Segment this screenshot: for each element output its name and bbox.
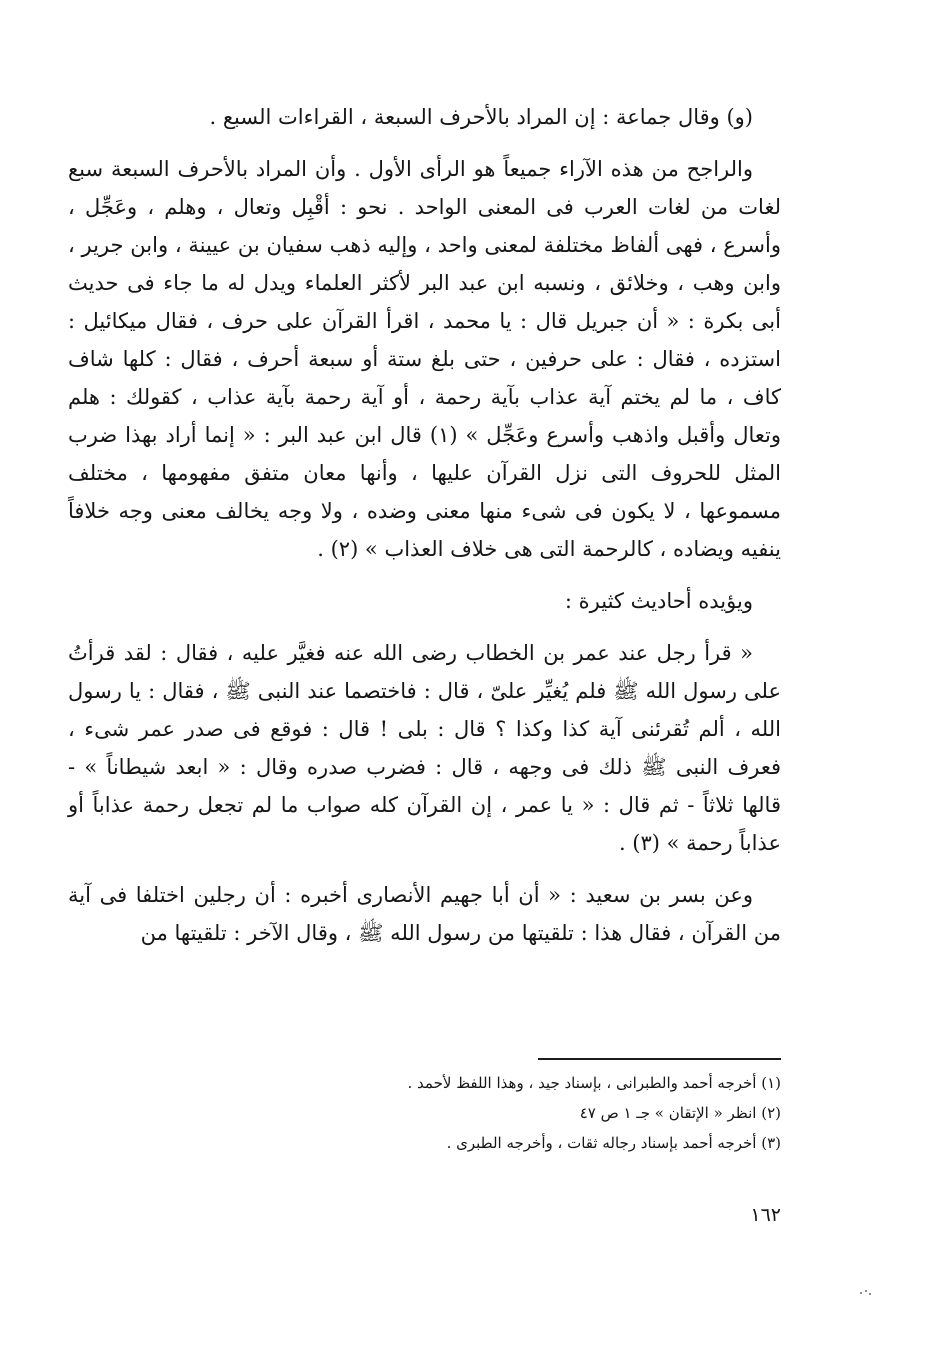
- page-number: ١٦٢: [750, 1204, 781, 1226]
- paragraph-umar-hadith: « قرأ رجل عند عمر بن الخطاب رضى الله عنه فغيَّر عليه ، فقال : لقد قرأتُ على رسول الله ﷺ فلم يُغيِّر علىّ ، قال : فاختصما عند النبى ﷺ ، فقال : يا رسول الله ، ألم تُقرئنى آية كذا وكذا ؟ قال : بلى ! قال : فوقع فى صدر عمر شىء ، فعرف النبى ﷺ ذلك فى وجهه ، قال : فضرب صدره وقال : « ابعد شيطاناً » - قالها ثلاثاً - ثم قال : « يا عمر ، إن القرآن كله صواب ما لم تجعل رحمة عذاباً أو عذاباً رحمة » (٣) .: [68, 641, 781, 855]
- body-text: [68, 98, 781, 952]
- footnote-1: (١) أخرجه أحمد والطبرانى ، بإسناد جيد ، وهذا اللفظ لأحمد .: [407, 1074, 781, 1092]
- footnote-divider: [538, 1058, 781, 1060]
- paragraph-busr-hadith: وعن بسر بن سعيد : « أن أبا جهيم الأنصارى أخبره : أن رجلين اختلفا فى آية من القرآن ، فقال هذا : تلقيتها من رسول الله ﷺ ، وقال الآخر : تلقيتها من: [68, 883, 781, 945]
- paragraph-supporting-hadiths: ويؤيده أحاديث كثيرة :: [564, 589, 753, 613]
- paragraph-opinion-f: (و) وقال جماعة : إن المراد بالأحرف السبعة ، القراءات السبع .: [209, 105, 753, 129]
- footnote-2: (٢) انظر « الإتقان » جـ ١ ص ٤٧: [579, 1104, 781, 1122]
- footnote-3: (٣) أخرجه أحمد بإسناد رجاله ثقات ، وأخرجه الطبرى .: [446, 1134, 781, 1152]
- footnotes: [200, 1068, 781, 1158]
- paragraph-preferred-view: والراجح من هذه الآراء جميعاً هو الرأى الأول . وأن المراد بالأحرف السبعة سبع لغات من لغات العرب فى المعنى الواحد . نحو : أقْبِل وتعال ، وهلم ، وعَجِّل ، وأسرع ، فهى ألفاظ مختلفة لمعنى واحد ، وإليه ذهب سفيان بن عيينة ، وابن جرير ، وابن وهب ، وخلائق ، ونسبه ابن عبد البر لأكثر العلماء ويدل له ما جاء فى حديث أبى بكرة : « أن جبريل قال : يا محمد ، اقرأ القرآن على حرف ، فقال ميكائيل : استزده ، فقال : على حرفين ، حتى بلغ ستة أو سبعة أحرف ، فقال : كلها شاف كاف ، ما لم يختم آية عذاب بآية رحمة ، أو آية رحمة بآية عذاب ، كقولك : هلم وتعال وأقبل واذهب وأسرع وعَجِّل » (١) قال ابن عبد البر : « إنما أراد بهذا ضرب المثل للحروف التى نزل القرآن عليها ، وأنها معان متفق مفهومها ، مختلف مسموعها ، لا يكون فى شىء منها معنى وضده ، ولا وجه يخالف معنى وجه خلافاً ينفيه ويضاده ، كالرحمة التى هى خلاف العذاب » (٢) .: [68, 157, 781, 561]
- scan-speck: [860, 1290, 874, 1296]
